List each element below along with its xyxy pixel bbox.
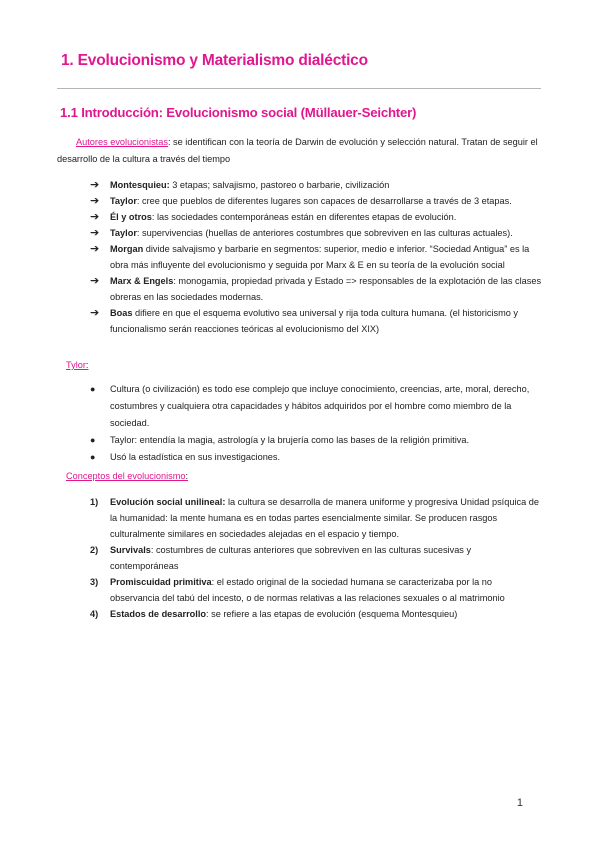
heading-divider [57, 88, 541, 89]
list-item [90, 225, 548, 241]
bullet-icon: ● [90, 452, 96, 462]
author-text: 3 etapas; salvajismo, pastoreo o barbarie, civilización [169, 180, 390, 190]
item-number: 1) [90, 497, 99, 507]
intro-paragraph [57, 134, 543, 168]
list-item [90, 177, 548, 193]
concepts-list [90, 494, 542, 622]
author-name: Taylor [110, 228, 137, 238]
intro-label: Autores evolucionistas [76, 137, 168, 147]
concepts-label-line [66, 471, 188, 481]
author-text: : las sociedades contemporáneas están en diferentes etapas de evolución. [151, 212, 457, 222]
concept-text: : el estado original de la sociedad humana se caracterizaba por la no observancia del tabú del incesto, o de normas relativas a las relaciones sexuales o al matrimonio [110, 577, 505, 603]
bullet-icon: ● [90, 435, 96, 445]
author-name: Montesquieu: [110, 180, 170, 190]
list-item [90, 432, 542, 449]
concept-term: Promiscuidad primitiva [110, 577, 212, 587]
author-text: : supervivencias (huellas de anteriores costumbres que sobreviven en las culturas actuales). [136, 228, 513, 238]
author-name: Taylor [110, 196, 137, 206]
concept-text: : costumbres de culturas anteriores que sobreviven en las culturas sucesivas y contemporáneas [110, 545, 472, 571]
author-name: Boas [110, 308, 133, 318]
arrow-icon: ➔ [90, 275, 100, 287]
tylor-label-line [66, 360, 88, 370]
concept-term: Estados de desarrollo [110, 609, 206, 619]
bullet-icon: ● [90, 384, 96, 394]
arrow-icon: ➔ [90, 243, 100, 255]
arrow-icon: ➔ [90, 227, 100, 239]
list-item [90, 542, 542, 574]
concepts-colon: : [185, 471, 189, 481]
tylor-colon: : [85, 360, 89, 370]
author-text: : monogamia, propiedad privada y Estado => responsables de la explotación de las clases obreras en las sociedades modernas. [110, 276, 542, 302]
item-number: 3) [90, 577, 99, 587]
author-text: difiere en que el esquema evolutivo sea universal y rija toda cultura humana. (el historicismo y funcionalismo serán reacciones teóricas al evolucionismo del XIX) [110, 308, 519, 334]
list-item [90, 305, 548, 337]
arrow-icon: ➔ [90, 179, 100, 191]
list-item [90, 449, 542, 466]
tylor-label: Tylor [66, 360, 86, 370]
tylor-item-text: Taylor: entendía la magia, astrología y la brujería como las bases de la religión primitiva. [110, 435, 470, 445]
page-number: 1 [516, 797, 523, 809]
arrow-icon: ➔ [90, 211, 100, 223]
arrow-icon: ➔ [90, 307, 100, 319]
list-item [90, 209, 548, 225]
tylor-item-text: Cultura (o civilización) es todo ese complejo que incluye conocimiento, creencias, arte, moral, derecho, costumbres y cualquiera otra capacidades y hábitos adquiridos por el hombre como miembro de la sociedad. [110, 384, 530, 428]
concept-text: la cultura se desarrolla de manera uniforme y progresiva Unidad psíquica de la humanidad: la mente humana es en todas partes esencialmente similar. Se producen rasgos culturalmente similares en sociedades alejadas en el espacio y tiempo. [110, 497, 539, 539]
list-item [90, 574, 542, 606]
author-text: divide salvajismo y barbarie en segmentos: superior, medio e inferior. “Sociedad Antigua” es la obra más influyente del evolucionismo y seguida por Marx & E en su teoría de la evolución social [110, 244, 530, 270]
item-number: 2) [90, 545, 99, 555]
item-number: 4) [90, 609, 99, 619]
authors-list [90, 177, 548, 337]
list-item [90, 193, 548, 209]
subsection-heading: 1.1 Introducción: Evolucionismo social (Müllauer-Seichter) [60, 105, 417, 120]
concept-term: Evolución social unilineal: [110, 497, 226, 507]
concepts-label: Conceptos del evolucionismo [66, 471, 186, 481]
list-item [90, 494, 542, 542]
list-item [90, 381, 542, 432]
list-item [90, 273, 548, 305]
author-name: Marx & Engels [110, 276, 174, 286]
author-text: : cree que pueblos de diferentes lugares son capaces de desarrollarse a través de 3 etapas. [136, 196, 512, 206]
tylor-item-text: Usó la estadística en sus investigaciones. [110, 452, 281, 462]
section-heading: 1. Evolucionismo y Materialismo dialéctico [61, 52, 368, 69]
concept-text: : se refiere a las etapas de evolución (esquema Montesquieu) [206, 609, 458, 619]
list-item [90, 606, 542, 622]
arrow-icon: ➔ [90, 195, 100, 207]
intro-text: : se identifican con la teoría de Darwin de evolución y selección natural. Tratan de seguir el desarrollo de la cultura a través del tiempo [57, 137, 538, 164]
tylor-list [90, 381, 542, 466]
author-name: Morgan [110, 244, 144, 254]
list-item [90, 241, 548, 273]
author-name: Él y otros [110, 212, 152, 222]
concept-term: Survivals [110, 545, 151, 555]
